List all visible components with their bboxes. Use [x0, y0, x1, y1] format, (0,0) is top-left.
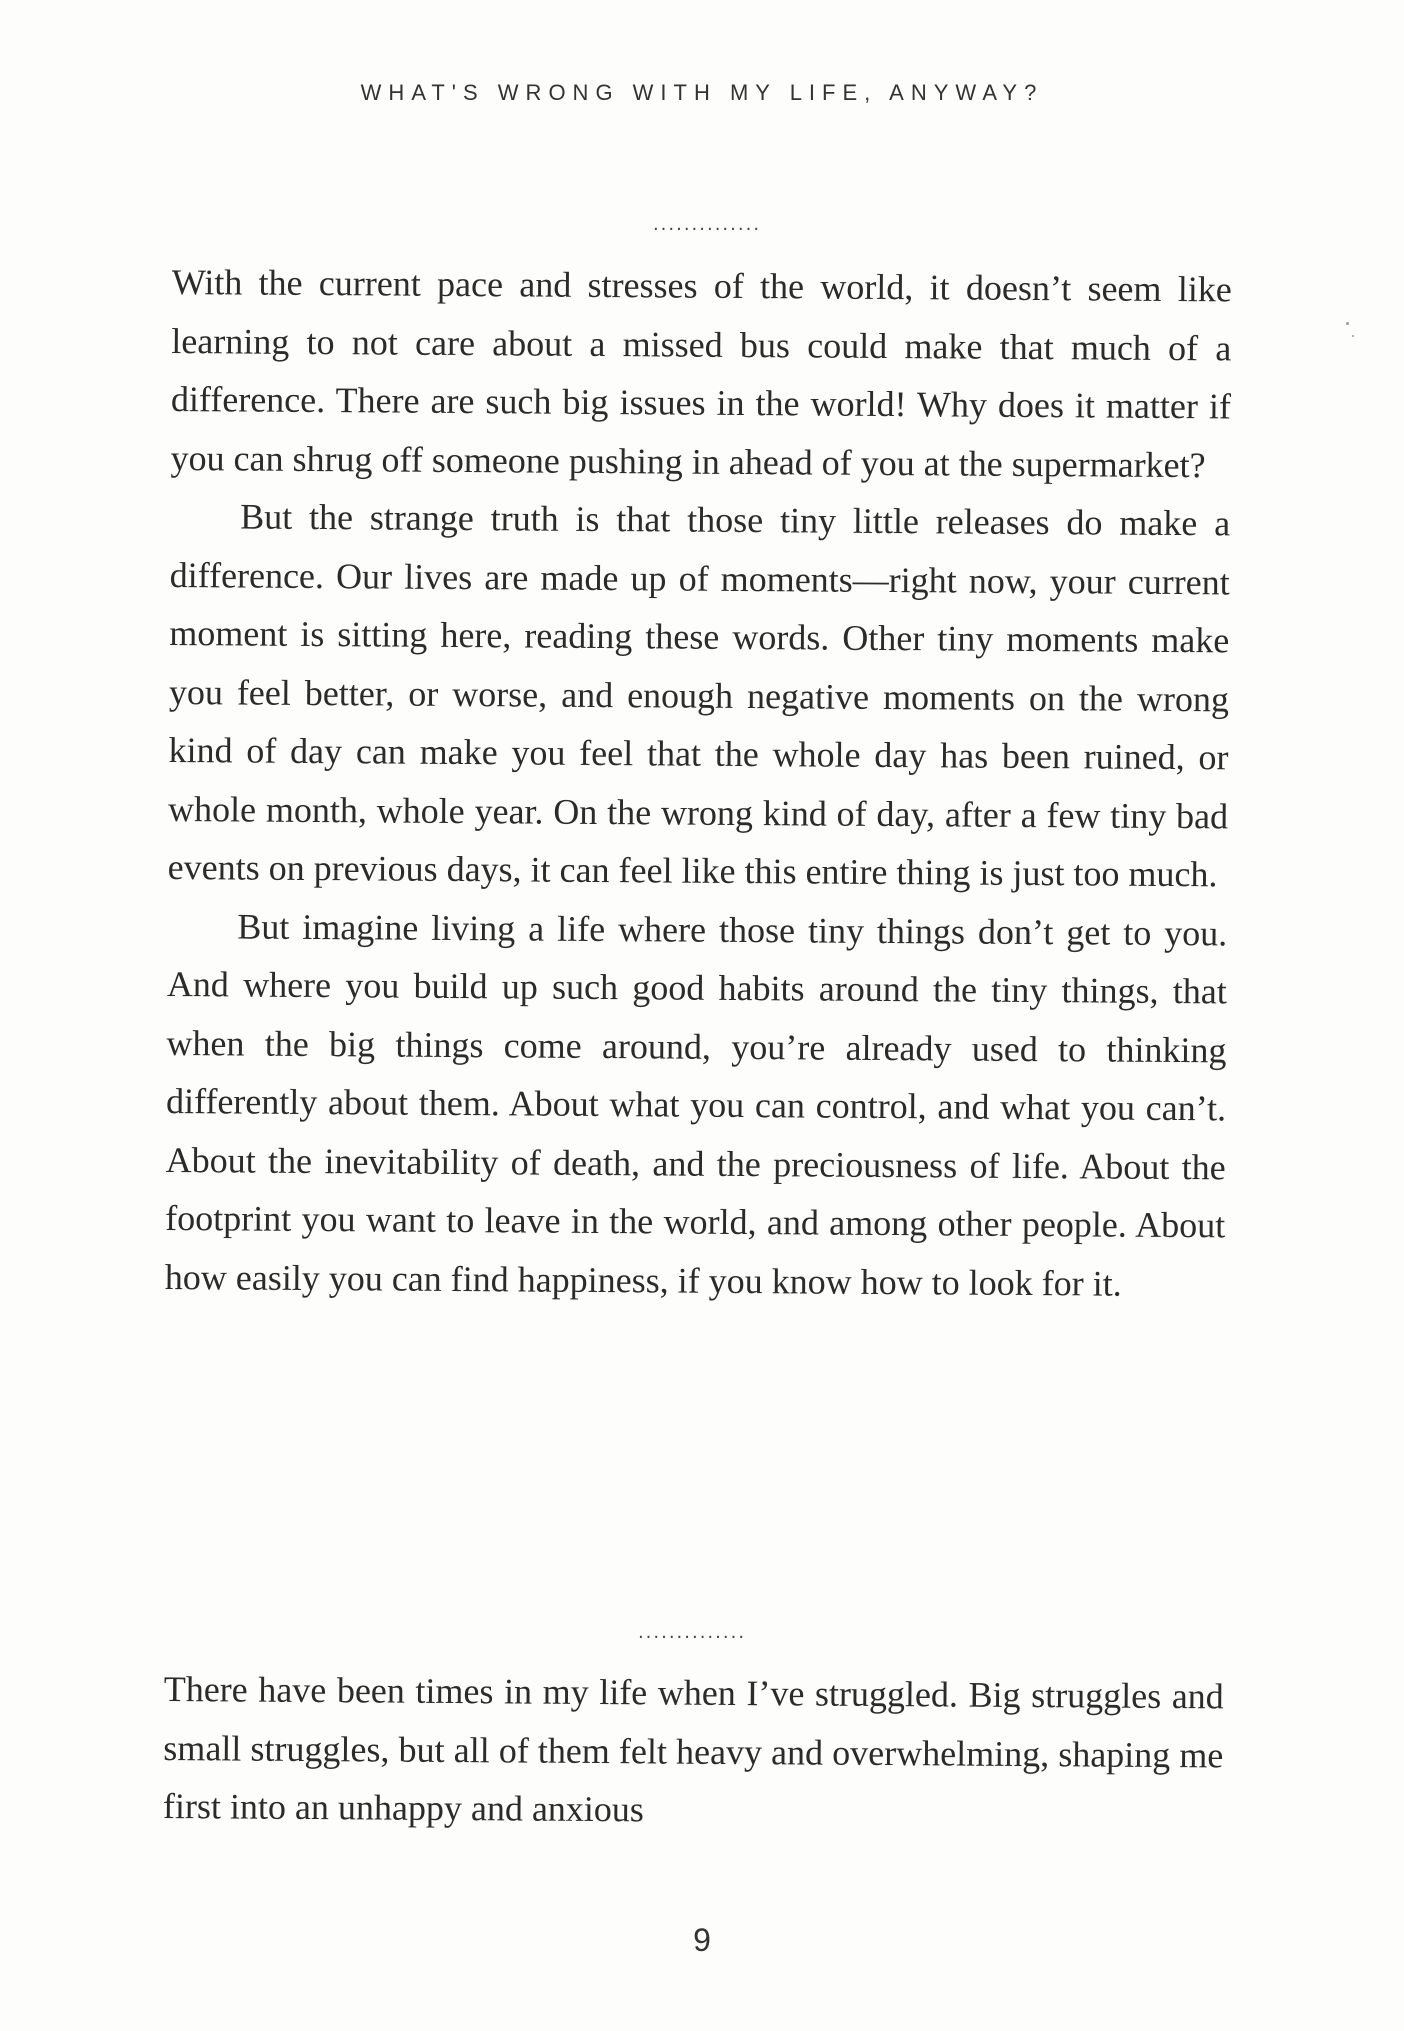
paragraph: But imagine living a life where those tiny things don’t get to you. And where you build up such good habits around the tiny things, that when the big things come around, you’re already used to thinking differently about them. About what you can control, and what you can’t. About the inevitability of death, and the preciousness of life. About the footprint you want to leave in the world, and among other people. About how easily you can find happiness, if you know how to look for it.: [164, 905, 1228, 1304]
paragraph: There have been times in my life when I’ve struggled. Big struggles and small struggles, but all of them felt heavy and overwhelming, shaping me first into an unhappy and anxious: [162, 1668, 1224, 1830]
page-number: 9: [693, 1922, 711, 1958]
paragraph: With the current pace and stresses of the world, it doesn’t seem like learning to not care about a missed bus could make that much of a difference. There are such big issues in the world! Why does it matter if you can shrug off someone pushing in ahead of you at the supermarket?: [170, 261, 1232, 485]
section-break-ornament: ..............: [637, 1622, 747, 1643]
scan-speck: [1346, 322, 1349, 325]
scan-speck: [1352, 335, 1354, 337]
section-one-text: [165, 253, 1232, 1313]
paragraph: But the strange truth is that those tiny little releases do make a difference. Our lives are made up of moments—right now, your current moment is sitting here, reading these words. Other tiny moments make you feel better, or worse, and enough negative moments on the wrong kind of day can make you feel that the whole day has been ruined, or whole month, whole year. On the wrong kind of day, after a few tiny bad events on previous days, it can feel like this entire thing is just too much.: [167, 496, 1231, 895]
section-two-text: [163, 1660, 1224, 1843]
section-break-ornament: ..............: [652, 214, 762, 235]
running-head: WHAT'S WRONG WITH MY LIFE, ANYWAY?: [360, 80, 1044, 105]
